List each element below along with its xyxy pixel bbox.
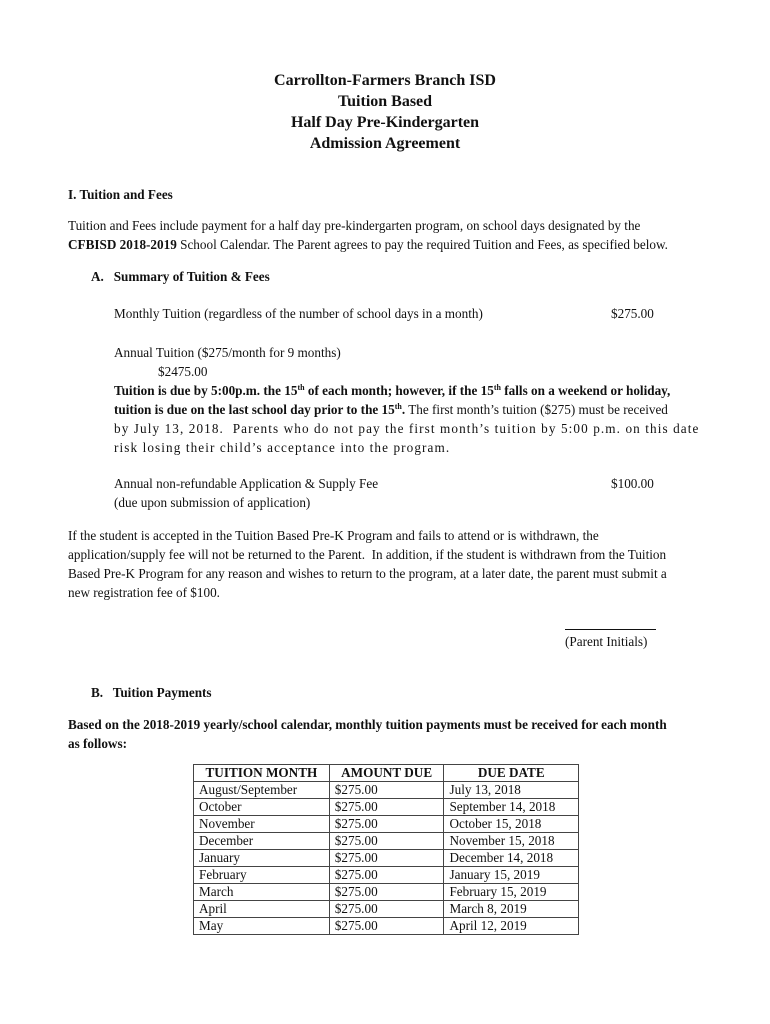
due-line2-sup: th xyxy=(394,402,402,411)
cell-due-date: February 15, 2019 xyxy=(444,884,579,901)
withdrawal-line-4: new registration fee of $100. xyxy=(68,585,220,600)
cell-tuition-month: April xyxy=(194,901,330,918)
title-line-program: Half Day Pre-Kindergarten xyxy=(290,114,480,131)
cell-due-date: December 14, 2018 xyxy=(444,850,579,867)
cell-due-date: January 15, 2019 xyxy=(444,867,579,884)
due-sup-1: th xyxy=(297,383,305,392)
column-header-due-date: DUE DATE xyxy=(444,765,579,782)
payments-heading: B. Tuition Payments xyxy=(91,685,212,700)
cell-amount-due: $275.00 xyxy=(329,901,444,918)
due-text-b: of each month; however, if the 15 xyxy=(304,383,494,398)
cell-tuition-month: November xyxy=(194,816,330,833)
cell-amount-due: $275.00 xyxy=(329,918,444,935)
cell-due-date: April 12, 2019 xyxy=(444,918,579,935)
title-line-district: Carrollton-Farmers Branch ISD xyxy=(274,72,496,89)
cell-due-date: March 8, 2019 xyxy=(444,901,579,918)
cell-amount-due: $275.00 xyxy=(329,833,444,850)
cell-tuition-month: February xyxy=(194,867,330,884)
cell-amount-due: $275.00 xyxy=(329,867,444,884)
intro-paragraph-rest: School Calendar. The Parent agrees to pay the required Tuition and Fees, as specified below. xyxy=(176,237,668,252)
parent-initials-field[interactable] xyxy=(565,629,656,630)
due-date-notice-line-4: risk losing their child’s acceptance into the program. xyxy=(114,440,451,455)
due-date-notice-line-2 xyxy=(114,400,668,419)
withdrawal-line-3: Based Pre-K Program for any reason and wishes to return to the program, at a later date, the parent must submit a xyxy=(68,566,667,581)
table-row xyxy=(194,884,579,901)
calendar-name: CFBISD 2018-2019 xyxy=(68,237,177,252)
payments-intro-line-1: Based on the 2018-2019 yearly/school calendar, monthly tuition payments must be received for each month xyxy=(68,717,667,732)
due-text-c: falls on a weekend or holiday, xyxy=(500,383,671,398)
table-row xyxy=(194,901,579,918)
cell-amount-due: $275.00 xyxy=(329,799,444,816)
parent-initials-label: (Parent Initials) xyxy=(565,634,648,649)
cell-due-date: September 14, 2018 xyxy=(444,799,579,816)
application-fee-note: (due upon submission of application) xyxy=(114,495,311,510)
table-row xyxy=(194,782,579,799)
payments-intro-line-2: as follows: xyxy=(68,736,127,751)
due-date-notice-line-3: by July 13, 2018. Parents who do not pay the first month’s tuition by 5:00 p.m. on this date xyxy=(114,421,700,436)
application-fee-label: Annual non-refundable Application & Supply Fee xyxy=(114,476,379,491)
due-date-notice-line-1 xyxy=(114,381,670,400)
monthly-tuition-amount: $275.00 xyxy=(611,306,654,321)
due-text-a: Tuition is due by 5:00p.m. the 15 xyxy=(114,383,298,398)
application-fee-amount: $100.00 xyxy=(611,476,654,491)
cell-tuition-month: October xyxy=(194,799,330,816)
section-heading-tuition-fees: I. Tuition and Fees xyxy=(68,187,173,202)
cell-amount-due: $275.00 xyxy=(329,850,444,867)
annual-tuition-amount: $2475.00 xyxy=(158,364,208,379)
due-sup-2: th xyxy=(493,383,501,392)
cell-tuition-month: March xyxy=(194,884,330,901)
due-line2-rest: The first month’s tuition ($275) must be received xyxy=(405,402,668,417)
cell-due-date: November 15, 2018 xyxy=(444,833,579,850)
cell-amount-due: $275.00 xyxy=(329,816,444,833)
document-title xyxy=(0,70,770,154)
title-line-tuition: Tuition Based xyxy=(337,93,433,110)
due-line2-bold: tuition is due on the last school day prior to the 15 xyxy=(114,402,395,417)
intro-paragraph-line-2 xyxy=(68,235,668,254)
title-line-agreement: Admission Agreement xyxy=(309,135,461,152)
cell-tuition-month: January xyxy=(194,850,330,867)
cell-tuition-month: August/September xyxy=(194,782,330,799)
summary-heading: A. Summary of Tuition & Fees xyxy=(91,269,270,284)
cell-tuition-month: May xyxy=(194,918,330,935)
withdrawal-line-2: application/supply fee will not be returned to the Parent. In addition, if the student is withdrawn from the Tuition xyxy=(68,547,667,562)
cell-tuition-month: December xyxy=(194,833,330,850)
table-row xyxy=(194,867,579,884)
table-row xyxy=(194,850,579,867)
table-row xyxy=(194,833,579,850)
column-header-tuition-month: TUITION MONTH xyxy=(194,765,330,782)
cell-amount-due: $275.00 xyxy=(329,884,444,901)
cell-amount-due: $275.00 xyxy=(329,782,444,799)
tuition-payment-table xyxy=(193,764,579,935)
monthly-tuition-label: Monthly Tuition (regardless of the number of school days in a month) xyxy=(114,306,483,321)
cell-due-date: October 15, 2018 xyxy=(444,816,579,833)
withdrawal-line-1: If the student is accepted in the Tuition Based Pre-K Program and fails to attend or is withdrawn, the xyxy=(68,528,599,543)
column-header-amount-due: AMOUNT DUE xyxy=(329,765,444,782)
table-row xyxy=(194,816,579,833)
table-row xyxy=(194,918,579,935)
intro-paragraph-line-1: Tuition and Fees include payment for a half day pre-kindergarten program, on school days designated by the xyxy=(68,218,641,233)
due-line2-period: . xyxy=(401,402,406,417)
cell-due-date: July 13, 2018 xyxy=(444,782,579,799)
annual-tuition-label: Annual Tuition ($275/month for 9 months) xyxy=(114,345,341,360)
table-header-row xyxy=(194,765,579,782)
table-row xyxy=(194,799,579,816)
